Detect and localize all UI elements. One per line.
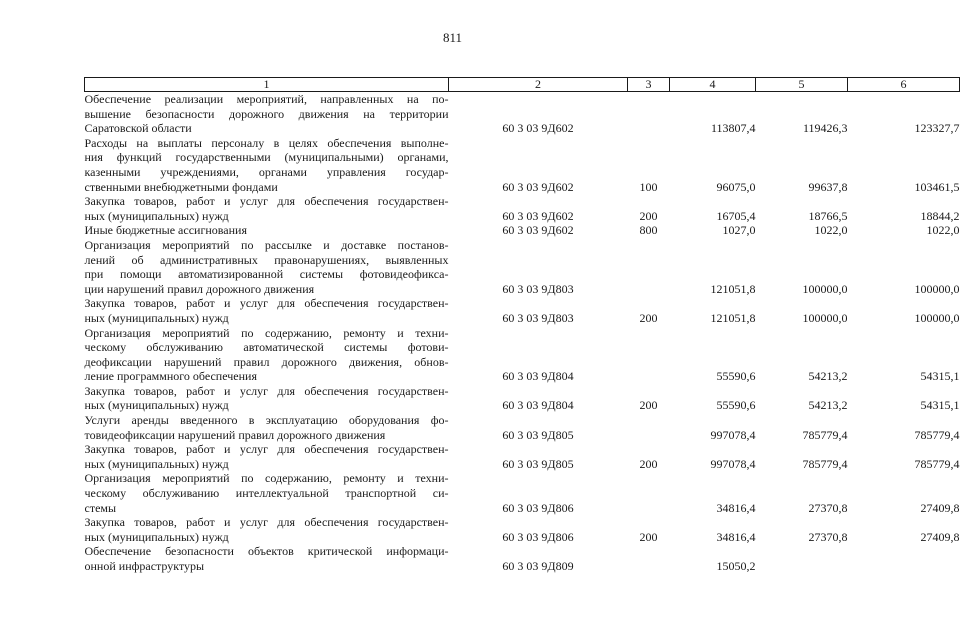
row-value-col5: 785779,4 [802, 456, 848, 471]
row-value-col6: 100000,0 [914, 310, 960, 325]
row-value-col5: 54213,2 [808, 369, 848, 384]
row-code: 60 3 03 9Д806 [502, 529, 574, 544]
description-line: ных (муниципальных) нужд [84, 456, 229, 471]
table-row [85, 238, 960, 296]
row-value-col4: 113807,4 [710, 121, 756, 136]
row-value-col5: 1022,0 [814, 223, 848, 238]
description-line: Закупка товаров, работ и услуг для обеспечения государствен- [84, 383, 449, 398]
description-line: Услуги аренды введенного в эксплуатацию оборудования фо- [84, 413, 449, 428]
description-line: Закупка товаров, работ и услуг для обеспечения государствен- [84, 515, 449, 530]
row-value-col4: 15050,2 [716, 559, 756, 573]
row-description [85, 92, 449, 136]
row-value-col5: 100000,0 [802, 281, 848, 296]
column-header-6: 6 [848, 78, 960, 92]
row-expense-type [628, 544, 670, 573]
description-line: онной инфраструктуры [84, 559, 205, 573]
description-line: деофиксации нарушений правил дорожного движения, обнов- [84, 354, 449, 369]
row-value-col5: 99637,8 [808, 179, 848, 194]
row-code: 60 3 03 9Д602 [502, 179, 574, 194]
row-description [85, 515, 449, 544]
row-code: 60 3 03 9Д803 [502, 281, 574, 296]
description-line: ния функций государственными (муниципальными) органами, [84, 150, 449, 165]
row-expense-type [628, 326, 670, 384]
description-line: Закупка товаров, работ и услуг для обеспечения государствен- [84, 296, 449, 311]
row-value-col4: 55590,6 [716, 398, 756, 413]
description-line: ственными внебюджетными фондами [84, 179, 278, 194]
row-value-col5: 27370,8 [808, 529, 848, 544]
description-line: ных (муниципальных) нужд [84, 310, 229, 325]
description-line: Расходы на выплаты персоналу в целях обеспечения выполне- [84, 135, 449, 150]
row-value-col6: 54315,1 [920, 369, 960, 384]
row-value-col6 [848, 544, 960, 573]
table-row [85, 471, 960, 515]
row-expense-type: 200 [639, 398, 658, 413]
table-row [85, 296, 960, 325]
row-description [85, 413, 449, 442]
column-header-5: 5 [756, 78, 848, 92]
row-value-col6: 27409,8 [920, 529, 960, 544]
row-expense-type: 200 [639, 310, 658, 325]
row-description [85, 442, 449, 471]
description-line: ции нарушений правил дорожного движения [84, 281, 315, 296]
row-value-col6: 54315,1 [920, 398, 960, 413]
table-row [85, 413, 960, 442]
row-value-col5: 27370,8 [808, 500, 848, 515]
row-value-col6: 1022,0 [926, 223, 960, 238]
row-value-col4: 997078,4 [710, 456, 756, 471]
row-value-col6: 785779,4 [914, 427, 960, 442]
description-line: лений об административных правонарушениях, выявленных [84, 252, 449, 267]
table-row [85, 515, 960, 544]
row-description [85, 544, 449, 573]
row-code: 60 3 03 9Д602 [502, 121, 574, 136]
row-value-col6: 18844,2 [920, 208, 960, 223]
row-description [85, 136, 449, 194]
description-line: вышение безопасности дорожного движения на территории [84, 106, 449, 121]
row-code: 60 3 03 9Д806 [502, 500, 574, 515]
row-code: 60 3 03 9Д809 [502, 559, 574, 573]
row-value-col4: 1027,0 [722, 223, 756, 238]
row-value-col4: 997078,4 [710, 427, 756, 442]
row-value-col4: 34816,4 [716, 529, 756, 544]
column-header-2: 2 [449, 78, 628, 92]
description-line: казенными учреждениями, органами управления государ- [84, 164, 449, 179]
row-value-col5: 100000,0 [802, 310, 848, 325]
row-description [85, 326, 449, 384]
row-value-col6: 785779,4 [914, 456, 960, 471]
row-code: 60 3 03 9Д805 [502, 456, 574, 471]
description-line: ных (муниципальных) нужд [84, 398, 229, 413]
row-value-col6: 100000,0 [914, 281, 960, 296]
row-value-col4: 121051,8 [710, 310, 756, 325]
row-description [85, 471, 449, 515]
description-line: Обеспечение безопасности объектов критической информаци- [84, 544, 449, 559]
row-expense-type: 200 [639, 208, 658, 223]
description-line: ление программного обеспечения [84, 369, 257, 384]
description-line: ческому обслуживанию автоматической системы фотови- [84, 340, 449, 355]
row-value-col6: 103461,5 [914, 179, 960, 194]
row-value-col5: 785779,4 [802, 427, 848, 442]
row-expense-type [628, 238, 670, 296]
column-header-1: 1 [85, 78, 449, 92]
row-description [85, 384, 449, 413]
row-description [85, 296, 449, 325]
row-value-col4: 55590,6 [716, 369, 756, 384]
table-row [85, 194, 960, 223]
row-value-col4: 16705,4 [716, 208, 756, 223]
row-expense-type [628, 92, 670, 136]
row-value-col6: 123327,7 [914, 121, 960, 136]
column-header-3: 3 [628, 78, 670, 92]
description-line: ческому обслуживанию интеллектуальной транспортной си- [84, 486, 449, 501]
row-expense-type: 800 [639, 223, 658, 238]
row-value-col5: 54213,2 [808, 398, 848, 413]
page-number: 811 [442, 30, 463, 45]
description-line: Обеспечение реализации мероприятий, направленных на по- [84, 92, 449, 106]
table-body [85, 92, 960, 574]
description-line: Иные бюджетные ассигнования [84, 223, 247, 238]
row-expense-type: 200 [639, 529, 658, 544]
description-line: Закупка товаров, работ и услуг для обеспечения государствен- [84, 442, 449, 457]
description-line: ных (муниципальных) нужд [84, 529, 229, 544]
row-expense-type: 100 [639, 179, 658, 194]
description-line: Организация мероприятий по содержанию, ремонту и техни- [84, 325, 449, 340]
row-code: 60 3 03 9Д803 [502, 310, 574, 325]
table-header-row [85, 78, 960, 92]
table-row [85, 92, 960, 136]
row-expense-type [628, 413, 670, 442]
row-code: 60 3 03 9Д602 [502, 223, 574, 238]
row-value-col5: 119426,3 [802, 121, 848, 136]
table-row [85, 136, 960, 194]
description-line: Закупка товаров, работ и услуг для обеспечения государствен- [84, 194, 449, 209]
row-code: 60 3 03 9Д804 [502, 398, 574, 413]
row-expense-type: 200 [639, 456, 658, 471]
table-row [85, 326, 960, 384]
table-row [85, 544, 960, 573]
row-value-col4: 96075,0 [716, 179, 756, 194]
column-header-4: 4 [670, 78, 756, 92]
description-line: при помощи автоматизированной системы фотовидеофикса- [84, 267, 449, 282]
row-value-col4: 121051,8 [710, 281, 756, 296]
description-line: Организация мероприятий по рассылке и доставке постанов- [84, 237, 449, 252]
row-expense-type [628, 471, 670, 515]
description-line: Организация мероприятий по содержанию, ремонту и техни- [84, 471, 449, 486]
description-line: стемы [84, 500, 117, 515]
row-description [85, 238, 449, 296]
description-line: Саратовской области [84, 121, 192, 136]
row-code: 60 3 03 9Д804 [502, 369, 574, 384]
row-value-col6: 27409,8 [920, 500, 960, 515]
row-code: 60 3 03 9Д602 [502, 208, 574, 223]
row-description [85, 194, 449, 223]
table-row [85, 442, 960, 471]
table-row [85, 384, 960, 413]
row-value-col5: 18766,5 [808, 208, 848, 223]
description-line: ных (муниципальных) нужд [84, 208, 229, 223]
row-value-col5 [756, 544, 848, 573]
table-row [85, 223, 960, 238]
row-description [85, 223, 449, 238]
row-code: 60 3 03 9Д805 [502, 427, 574, 442]
row-value-col4: 34816,4 [716, 500, 756, 515]
budget-table [84, 77, 960, 574]
description-line: товидеофиксации нарушений правил дорожного движения [84, 427, 386, 442]
